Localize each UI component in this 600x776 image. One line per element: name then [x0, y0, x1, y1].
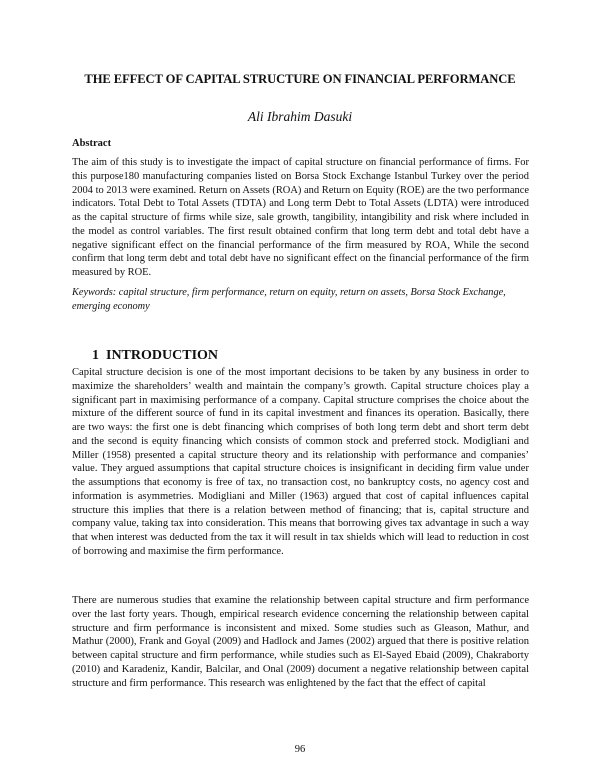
section-number: 1 — [92, 348, 99, 363]
section-title: INTRODUCTION — [106, 348, 219, 363]
section-heading-introduction — [92, 348, 218, 364]
abstract-heading: Abstract — [72, 138, 112, 149]
paper-title: THE EFFECT OF CAPITAL STRUCTURE ON FINANCIAL PERFORMANCE — [84, 72, 516, 86]
author-name: Ali Ibrahim Dasuki — [247, 109, 353, 124]
page-number: 96 — [294, 744, 306, 755]
paragraph-text: There are numerous studies that examine the relationship between capital structure and firm performance over the last forty years. Though, empirical research evidence concerning the relationship between capital structure and firm performance is inconsistent and mixed. Some studies such as Gleason, Mathur, and Mathur (2000), Frank and Goyal (2009) and Hadlock and James (2002) argued that there is positive relation between capital structure and firm performance, while studies such as El-Sayed Ebaid (2009), Chakraborty (2010) and Karadeniz, Kandir, Balcilar, and Onal (2009) document a negative relationship between capital structure and firm performance. This research was enlightened by the fact that the effect of capital — [72, 595, 529, 689]
abstract-text: The aim of this study is to investigate the impact of capital structure on financial performance of firms. For this purpose180 manufacturing companies listed on Borsa Stock Exchange Istanbul Turkey over the period 2004 to 2013 were examined. Return on Assets (ROA) and Return on Equity (ROE) are the two performance indicators. Total Debt to Total Assets (TDTA) and Long term Debt to Total Assets (LDTA) were introduced as the capital structure of firms while size, sale growth, tangibility, intangibility and risk where included in the model as control variables. The first result obtained confirm that long term debt and total debt have a negative significant effect on the financial performance of the firm measured by ROA, While the second confirm that long term debt and total debt have no significant effect on the financial performance of the firm measured by ROE. — [72, 157, 529, 278]
abstract-body — [72, 156, 529, 280]
intro-paragraph-2 — [72, 594, 529, 690]
keywords: Keywords: capital structure, firm performance, return on equity, return on assets, Borsa Stock Exchange, emerging economy — [72, 287, 506, 312]
paragraph-text: Capital structure decision is one of the most important decisions to be taken by any business in order to maximize the shareholders’ wealth and maintain the company’s growth. Capital structure choices play a significant part in maximising performance of a company. Capital structure comprises the choice about the mixture of the different source of fund in its capital investment and finances its operation. Basically, there are two ways: the first one is debt financing which comprises of both long term debt and short term debt and the second is equity financing which consists of common stock and preferred stock. Modigliani and Miller (1958) presented a capital structure theory and its relationship with performance and companies’ value. They argued assumptions that capital structure choices is insignificant in deciding firm value under the assumptions that economy is free of tax, no transaction cost, no bankruptcy costs, no agency cost and information is asymmetries. Modigliani and Miller (1963) argued that cost of capital influences capital structure this implies that there is a relation between method of financing; that is, capital structure and company value, taking tax into consideration. This means that borrowing gives tax advantage in such a way that when interest was deducted from the tax it will result in tax shields which will lead to reduction in cost of borrowing and maximise the firm performance. — [72, 367, 529, 557]
intro-paragraph-1 — [72, 366, 529, 559]
